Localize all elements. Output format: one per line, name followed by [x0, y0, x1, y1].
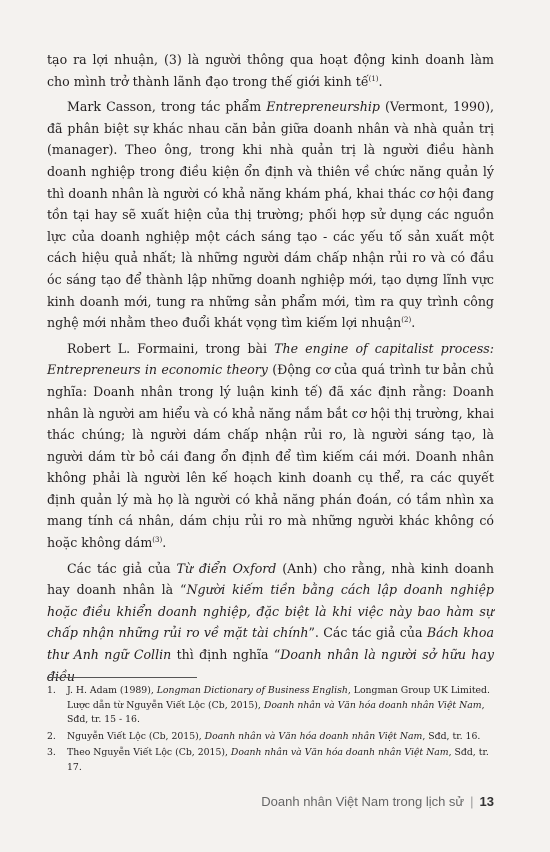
footer-separator: | [470, 794, 474, 809]
footnote-2 [47, 730, 494, 745]
text-span: , Sđd, tr. 15 - 16. [67, 699, 485, 726]
text-span: (Anh) cho rằng, nhà kinh doanh hay doanh nhân là “ [47, 560, 495, 598]
text-span: Theo Nguyễn Viết Lộc (Cb, 2015), [67, 747, 231, 759]
cited-title: Doanh nhân và Văn hóa doanh nhân Việt Nam [204, 730, 423, 742]
footnote-ref: (1) [368, 74, 379, 83]
quotation: Doanh nhân là người sở hữu hay điều [47, 647, 494, 684]
footnote-number: 3. [47, 747, 56, 759]
cited-title: Doanh nhân và Văn hóa doanh nhân Việt Nam [263, 699, 482, 711]
paragraph-2 [47, 96, 494, 334]
book-title: Từ điển Oxford [176, 560, 277, 576]
footnote-text [67, 746, 494, 775]
text-span: . [378, 73, 383, 89]
page-number: 13 [479, 794, 494, 809]
text-span: , Sđd, tr. 17. [67, 747, 489, 773]
footnote-divider [47, 677, 197, 678]
cited-title: Doanh nhân và Văn hóa doanh nhân Việt Nam [230, 747, 449, 759]
paragraph-1 [47, 49, 494, 92]
text-span: Các tác giả của [67, 560, 177, 576]
footnote-text [67, 684, 494, 728]
text-span: , Longman Group UK Limited. Lược dẫn từ Nguyễn Viết Lộc (Cb, 2015), [67, 685, 490, 711]
paragraph-3 [47, 338, 494, 554]
book-title: Bách khoa thư Anh ngữ Collin [47, 625, 494, 663]
quotation: Người kiếm tiền bằng cách lập doanh nghiệp hoặc điều khiển doanh nghiệp, đặc biệt là khi việc này bao hàm sự chấp nhận những rủi ro về mặt tài chính [47, 582, 494, 641]
footnote-text [67, 730, 494, 745]
footnote-ref: (2) [401, 316, 412, 325]
footnote-1 [47, 684, 494, 728]
cited-title: Longman Dictionary of Business English [156, 685, 348, 696]
footnote-3 [47, 746, 494, 775]
text-span: Nguyễn Viết Lộc (Cb, 2015), [67, 730, 205, 742]
article-title: The engine of capitalist process: Entrepreneurs in economic theory [47, 340, 494, 378]
text-span: (Động cơ của quá trình tư bản chủ nghĩa: Doanh nhân trong lý luận kinh tế) đã xác định rằng: Doanh nhân là người am hiểu và có khả năng nắm bắt cơ hội thị trường, khai thác chúng; là người dám chấp nhận rủi ro, là người sáng tạo, là người dám từ bỏ cái đang ổn định để tìm kiếm cái mới. Doanh nhân không phải là người lên kế hoạch kinh doanh cụ thể, ra các quyết định quản lý mà họ là người có khả năng phán đoán, có tầm nhìn xa mang tính cá nhân, dám chịu rủi ro mà những người khác không có hoặc không dám [47, 362, 495, 551]
text-span: Mark Casson, trong tác phẩm [67, 99, 267, 115]
footnote-ref: (3) [152, 536, 163, 545]
page-footer [261, 794, 494, 809]
footnote-number: 1. [47, 685, 56, 696]
text-span: (Vermont, 1990), đã phân biệt sự khác nhau căn bản giữa doanh nhân và nhà quản trị (manager). Theo ông, trong khi nhà quản trị là người điều hành doanh nghiệp trong điều kiện ổn định và thiên về chức năng quản lý thì doanh nhân là người có khả năng khám phá, khai thác cơ hội đang tồn tại hay sẽ xuất hiện của thị trường; phối hợp sử dụng các nguồn lực của doanh nghiệp một cách sáng tạo - các yếu tố sản xuất một cách hiệu quả nhất; là những người dám chấp nhận rủi ro và có đầu óc sáng tạo để thành lập những doanh nghiệp mới, tạo dựng lĩnh vực kinh doanh mới, tung ra những sản phẩm mới, tìm ra quy trình công nghệ mới nhằm theo đuổi khát vọng tìm kiếm lợi nhuận [47, 99, 494, 331]
footnote-number: 2. [47, 730, 56, 742]
paragraph-4 [47, 558, 494, 688]
text-span: Robert L. Formaini, trong bài [67, 340, 275, 356]
running-title: Doanh nhân Việt Nam trong lịch sử [261, 794, 465, 809]
text-span: , Sđd, tr. 16. [422, 730, 481, 742]
text-span: thì định nghĩa “ [171, 647, 281, 663]
text-span: tạo ra lợi nhuận, (3) là người thông qua hoạt động kinh doanh làm cho mình trở thành lãnh đạo trong thế giới kinh tế [47, 52, 494, 89]
body-text [47, 49, 494, 691]
text-span: . [411, 315, 416, 331]
text-span: J. H. Adam (1989), [67, 685, 157, 696]
book-title: Entrepreneurship [266, 99, 380, 115]
footnotes [47, 684, 494, 778]
text-span: ”. Các tác giả của [308, 625, 427, 641]
text-span: . [162, 535, 167, 551]
